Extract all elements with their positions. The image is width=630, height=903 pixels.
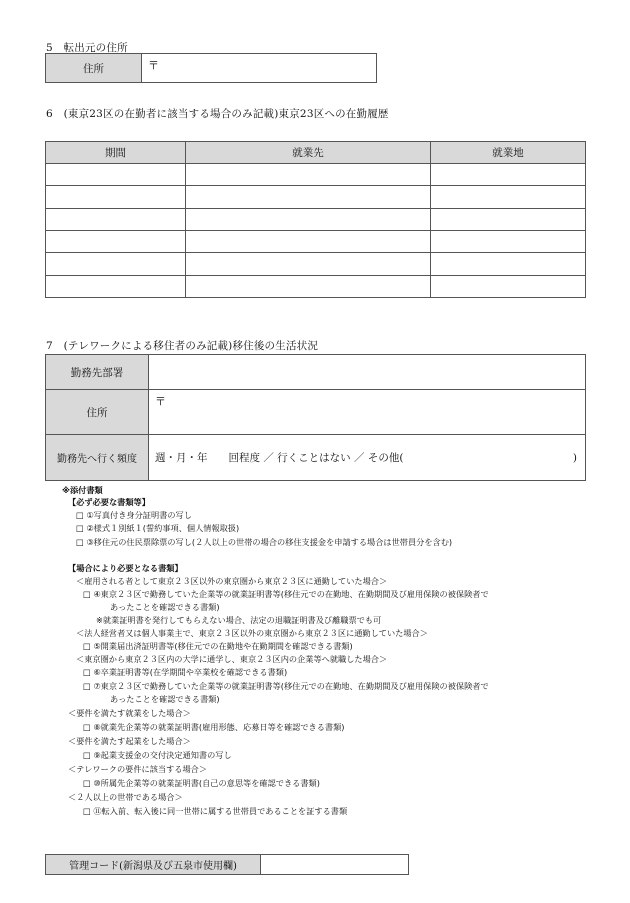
employer-cell[interactable] [186,275,431,297]
conditional-item[interactable]: □ ⑩所属先企業等の就業証明書(自己の意思等を確認できる書類) [83,778,320,788]
case-heading: ＜要件を満たす起業をした場合＞ [68,736,191,746]
section6-history-table [45,141,586,298]
conditional-heading: 【場合により必要となる書類】 [68,563,183,573]
table-row [46,186,586,208]
workplace-label: 勤務先部署 [46,355,149,390]
work-location-cell[interactable] [431,275,586,297]
table-row [46,275,586,297]
required-item[interactable]: □ ②様式１別紙１(誓約事項、個人情報取扱) [76,523,240,533]
case-heading: ＜法人経営者又は個人事業主で、東京２３区以外の東京圏から東京２３区に通勤していた場合＞ [76,628,428,638]
case-heading: ＜テレワークの要件に該当する場合＞ [68,764,208,774]
conditional-item[interactable]: □ ④東京２３区で勤務していた企業等の就業証明書等(移住元での在勤地、在勤期間及び雇用保険の被保険者で [83,589,489,599]
conditional-item[interactable]: □ ⑧就業先企業等の就業証明書(雇用形態、応募日等を確認できる書類) [83,722,345,732]
section5-address-table [45,53,377,83]
conditional-item[interactable]: □ ⑤開業届出済証明書等(移住元での在勤地や在勤期間を確認できる書類) [83,641,353,651]
conditional-item[interactable]: □ ⑥卒業証明書等(在学期間や卒業校を確認できる書類) [83,667,288,677]
table-row [46,253,586,275]
section6-title: 6 (東京23区の在勤者に該当する場合のみ記載)東京23区への在勤履歴 [46,108,389,120]
employer-cell[interactable] [186,230,431,252]
period-cell[interactable] [46,230,186,252]
admin-code-label: 管理コード(新潟県及び五泉市使用欄) [46,855,261,875]
section7-living-table [45,354,586,481]
work-location-cell[interactable] [431,208,586,230]
conditional-item-continued: あったことを確認できる書類) [110,694,220,704]
period-cell[interactable] [46,275,186,297]
conditional-item[interactable]: □ ⑪転入前、転入後に同一世帯に属する世帯員であることを証する書類 [83,806,348,816]
admin-code-table [45,854,409,875]
conditional-item[interactable]: □ ⑦東京２３区で勤務していた企業等の就業証明書等(移住元での在勤地、在勤期間及び雇用保険の被保険者で [83,681,489,691]
employer-cell[interactable] [186,208,431,230]
workplace-field[interactable] [149,355,586,390]
frequency-close-paren: ) [572,451,577,464]
attachments-title: ※添付書類 [62,485,103,495]
note-text: ※就業証明書を発行してもらえない場合、法定の退職証明書及び離職票でも可 [96,615,382,625]
employer-cell[interactable] [186,253,431,275]
table-row [46,208,586,230]
column-header-employer: 就業先 [186,142,431,164]
section7-address-label: 住所 [46,390,149,435]
work-location-cell[interactable] [431,186,586,208]
work-location-cell[interactable] [431,253,586,275]
table-row [46,164,586,186]
section5-address-label: 住所 [46,54,142,83]
section7-title: 7 (テレワークによる移住者のみ記載)移住後の生活状況 [46,340,319,352]
section5-title: 5 転出元の住所 [46,42,128,54]
conditional-item[interactable]: □ ⑨起業支援金の交付決定通知書の写し [83,750,232,760]
column-header-work-location: 就業地 [431,142,586,164]
section5-address-field[interactable]: 〒 [142,54,377,83]
frequency-label: 勤務先へ行く頻度 [46,435,149,481]
column-header-period: 期間 [46,142,186,164]
required-heading: 【必ず必要な書類等】 [68,497,150,507]
period-cell[interactable] [46,208,186,230]
section7-address-field[interactable]: 〒 [149,390,586,435]
employer-cell[interactable] [186,186,431,208]
frequency-options: 週・月・年 回程度 ／ 行くことはない ／ その他( [155,452,404,464]
table-row [46,230,586,252]
frequency-field[interactable] [149,435,586,481]
work-location-cell[interactable] [431,164,586,186]
case-heading: ＜雇用される者として東京２３区以外の東京圏から東京２３区に通勤していた場合＞ [76,576,388,586]
required-item[interactable]: □ ③移住元の住民票除票の写し(２人以上の世帯の場合の移住支援金を申請する場合は世帯員分を含む) [76,537,453,547]
case-heading: ＜２人以上の世帯である場合＞ [68,792,183,802]
employer-cell[interactable] [186,164,431,186]
case-heading: ＜要件を満たす就業をした場合＞ [68,708,191,718]
period-cell[interactable] [46,164,186,186]
work-location-cell[interactable] [431,230,586,252]
case-heading: ＜東京圏から東京２３区内の大学に通学し、東京２３区内の企業等へ就職した場合＞ [76,654,388,664]
conditional-item-continued: あったことを確認できる書類) [110,602,220,612]
admin-code-field[interactable] [261,855,409,875]
required-item[interactable]: □ ①写真付き身分証明書の写し [76,510,192,520]
period-cell[interactable] [46,186,186,208]
period-cell[interactable] [46,253,186,275]
